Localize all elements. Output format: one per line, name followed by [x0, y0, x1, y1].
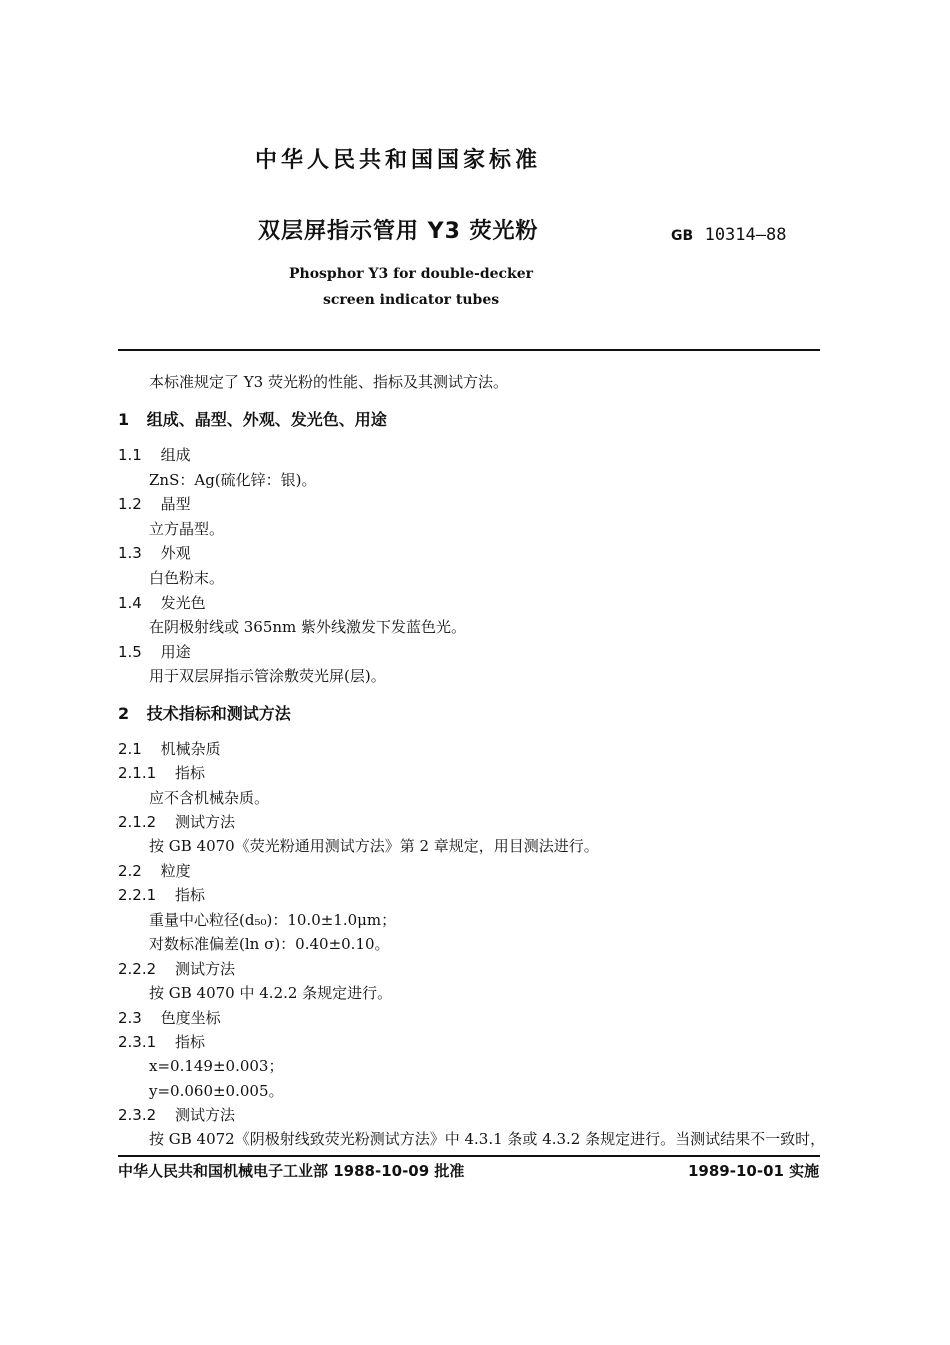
document-title-en-line2: screen indicator tubes: [323, 292, 500, 308]
clause-title: 测试方法: [174, 960, 235, 978]
section-title: 组成、晶型、外观、发光色、用途: [146, 410, 387, 429]
clause-number: 2.1: [118, 740, 142, 758]
clause-2-2-2-text: 按 GB 4070 中 4.2.2 条规定进行。: [149, 984, 393, 1002]
clause-number: 1.3: [118, 544, 142, 562]
clause-number: 2.2.1: [118, 886, 157, 904]
org-title: 中华人民共和国国家标准: [255, 148, 542, 173]
section-number: 1: [118, 410, 130, 429]
clause-title: 用途: [160, 643, 191, 661]
clause-number: 2.1.1: [118, 764, 157, 782]
section-2-heading: [118, 706, 291, 722]
clause-2-3-2-text: 按 GB 4072《阴极射线致荧光粉测试方法》中 4.3.1 条或 4.3.2 条规定进行。当测试结果不一致时，: [149, 1130, 826, 1148]
footer-divider: [118, 1155, 820, 1157]
clause-1-4-text: 在阴极射线或 365nm 紫外线激发下发蓝色光。: [149, 618, 467, 636]
standard-prefix: GB: [671, 228, 694, 244]
clause-number: 2.3.1: [118, 1033, 157, 1051]
clause-2-3-1-text: x=0.149±0.003；: [149, 1057, 284, 1075]
clause-2-3-1: [118, 1035, 205, 1050]
clause-number: 1.5: [118, 643, 142, 661]
clause-1-2-text: 立方晶型。: [149, 520, 225, 538]
intro-paragraph: 本标准规定了 Y3 荧光粉的性能、指标及其测试方法。: [149, 373, 508, 391]
clause-1-2: [118, 497, 191, 512]
clause-1-4: [118, 596, 206, 611]
section-title: 技术指标和测试方法: [146, 704, 291, 723]
clause-title: 测试方法: [174, 813, 235, 831]
clause-2-2-2: [118, 962, 235, 977]
document-title-cn: 双层屏指示管用 Y3 荧光粉: [258, 219, 539, 244]
clause-2-2-1-text: 重量中心粒径(d₅₀)：10.0±1.0μm；: [149, 911, 397, 929]
clause-2-1-2-text: 按 GB 4070《荧光粉通用测试方法》第 2 章规定，用目测法进行。: [149, 837, 599, 855]
clause-number: 2.3.2: [118, 1106, 157, 1124]
section-number: 2: [118, 704, 130, 723]
clause-2-3-2: [118, 1108, 235, 1123]
clause-1-3: [118, 546, 191, 561]
clause-1-5: [118, 645, 191, 660]
clause-2-3-1-text-2: y=0.060±0.005。: [149, 1082, 284, 1100]
approval-line: 中华人民共和国机械电子工业部 1988-10-09 批准: [118, 1162, 465, 1180]
section-1-heading: [118, 412, 387, 428]
clause-2-1-2: [118, 815, 235, 830]
clause-number: 2.3: [118, 1009, 142, 1027]
clause-1-1-text: ZnS：Ag(硫化锌：银)。: [149, 471, 317, 489]
document-title-en-line1: Phosphor Y3 for double-decker: [289, 266, 534, 282]
clause-title: 测试方法: [174, 1106, 235, 1124]
clause-2-2-1-text-2: 对数标准偏差(ln σ)：0.40±0.10。: [149, 935, 390, 953]
clause-title: 晶型: [160, 495, 191, 513]
clause-1-5-text: 用于双层屏指示管涂敷荧光屏(层)。: [149, 667, 386, 685]
clause-2-2: [118, 864, 191, 879]
standard-number: [671, 227, 786, 244]
effective-date: 1989-10-01 实施: [688, 1162, 820, 1180]
standard-code: 10314—88: [704, 225, 787, 245]
clause-title: 指标: [174, 886, 205, 904]
clause-title: 机械杂质: [160, 740, 221, 758]
clause-2-3: [118, 1011, 221, 1026]
clause-title: 粒度: [160, 862, 191, 880]
clause-title: 发光色: [160, 594, 206, 612]
header-divider: [118, 349, 820, 351]
clause-number: 2.1.2: [118, 813, 157, 831]
clause-2-1-1-text: 应不含机械杂质。: [149, 789, 270, 807]
clause-2-1-1: [118, 766, 205, 781]
clause-2-2-1: [118, 888, 205, 903]
clause-number: 1.1: [118, 446, 142, 464]
clause-title: 组成: [160, 446, 191, 464]
clause-number: 1.2: [118, 495, 142, 513]
clause-title: 色度坐标: [160, 1009, 221, 1027]
clause-number: 2.2: [118, 862, 142, 880]
clause-title: 指标: [174, 1033, 205, 1051]
clause-2-1: [118, 742, 221, 757]
clause-title: 外观: [160, 544, 191, 562]
clause-number: 1.4: [118, 594, 142, 612]
clause-1-3-text: 白色粉末。: [149, 569, 225, 587]
clause-number: 2.2.2: [118, 960, 157, 978]
clause-title: 指标: [174, 764, 205, 782]
clause-1-1: [118, 448, 191, 463]
